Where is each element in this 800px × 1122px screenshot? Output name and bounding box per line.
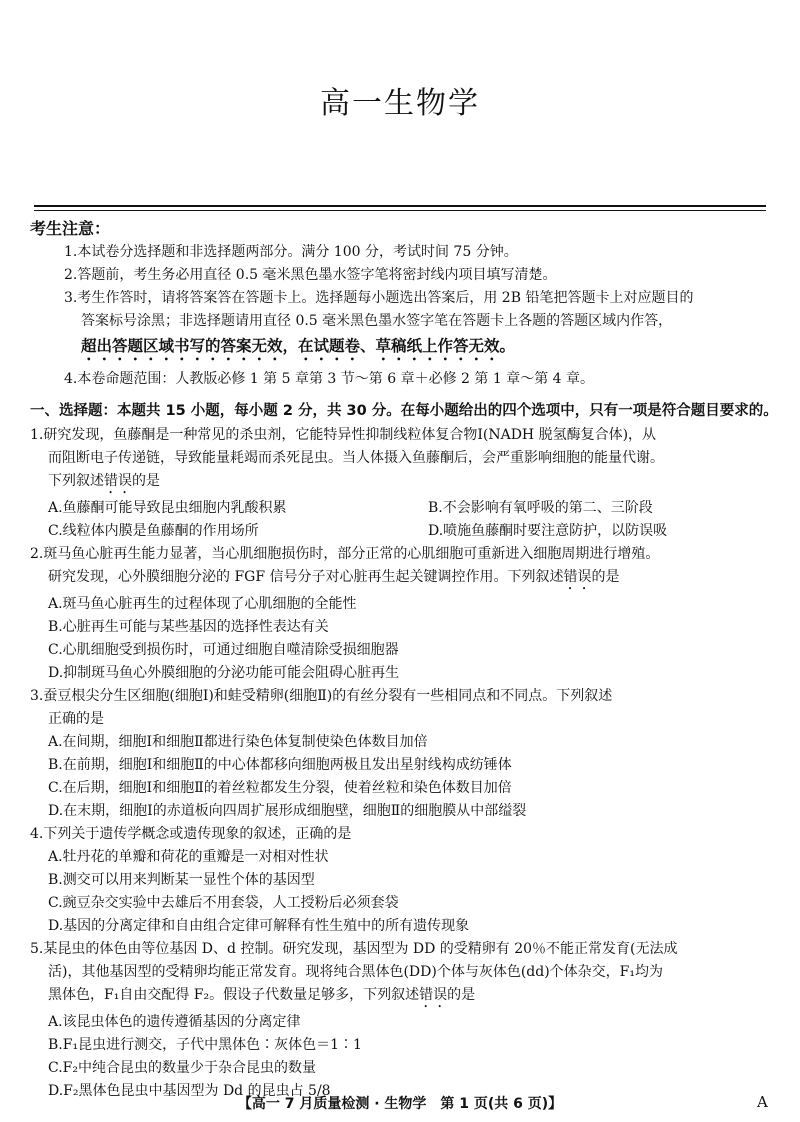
question-2	[30, 543, 775, 685]
question-3	[30, 685, 775, 823]
notice-item: 4.本卷命题范围：人教版必修 1 第 5 章第 3 节～第 6 章＋必修 2 第 1 章～第 4 章。	[64, 371, 595, 387]
question-4	[30, 823, 775, 938]
stem-text: 黑体色，F₁自由交配得 F₂。假设子代数量足够多，下列叙述	[48, 987, 420, 1003]
option-b: B.F₁昆虫进行测交，子代中黑体色∶灰体色＝1∶1	[48, 1037, 362, 1053]
option-d: D.抑制斑马鱼心外膜细胞的分泌功能可能会阻碍心脏再生	[48, 665, 400, 681]
paper-type-label: A	[757, 1093, 768, 1111]
option-c: C.F₂中纯合昆虫的数量少于杂合昆虫的数量	[48, 1060, 316, 1076]
option-b: B.不会影响有氧呼吸的第二、三阶段	[428, 500, 653, 516]
notice-item: 3.考生作答时，请将答案答在答题卡上。选择题每小题选出答案后，用 2B 铅笔把答题卡上对应题目的	[64, 290, 694, 306]
notice-heading: 考生注意：	[30, 219, 111, 238]
notice-item-continued: 答案标号涂黑；非选择题请用直径 0.5 毫米黑色墨水签字笔在答题卡上各题的答题区域内作答，	[81, 313, 673, 329]
notice-item-emphasis: 超出答题区域书写的答案无效，在试题卷、草稿纸上作答无效。	[81, 337, 516, 355]
stem-emphasis: 错误	[104, 473, 132, 489]
stem-emphasis: 错误	[563, 569, 592, 585]
question-stem	[30, 566, 775, 593]
question-stem: 正确的是	[48, 711, 104, 727]
notice-item: 2.答题前，考生务必用直径 0.5 毫米黑色墨水签字笔将密封线内项目填写清楚。	[64, 267, 557, 283]
option-b: B.心脏再生可能与某些基因的选择性表达有关	[48, 619, 329, 635]
stem-emphasis: 错误	[419, 987, 448, 1003]
option-c: C.豌豆杂交实验中去雄后不用套袋，人工授粉后必须套袋	[48, 895, 399, 911]
stem-text: 的是	[591, 569, 620, 585]
option-b: B.在前期，细胞Ⅰ和细胞Ⅱ的中心体都移向细胞两极且发出星射线构成纺锤体	[48, 757, 512, 773]
option-a: A.牡丹花的单瓣和荷花的重瓣是一对相对性状	[48, 849, 329, 865]
option-b: B.测交可以用来判断某一显性个体的基因型	[48, 872, 315, 888]
question-5	[30, 938, 775, 1103]
option-row	[30, 497, 775, 520]
stem-text: 的是	[132, 473, 160, 489]
stem-text: 研究发现，心外膜细胞分泌的 FGF 信号分子对心脏再生起关键调控作用。下列叙述	[48, 569, 564, 585]
question-stem: 而阻断电子传递链，导致能量耗竭而杀死昆虫。当人体摄入鱼藤酮后，会严重影响细胞的能量代谢。	[48, 450, 664, 466]
question-stem: 活)，其他基因型的受精卵均能正常发育。现将纯合黑体色(DD)个体与灰体色(dd)个体杂交，F₁均为	[48, 964, 664, 980]
footer-text: 【高一 7 月质量检测 · 生物学 第 1 页(共 6 页)】	[237, 1096, 563, 1112]
question-stem: 2.斑马鱼心脏再生能力显著，当心肌细胞损伤时，部分正常的心肌细胞可重新进入细胞周期进行增殖。	[30, 546, 660, 562]
option-row	[30, 520, 775, 543]
question-stem: 3.蚕豆根尖分生区细胞(细胞Ⅰ)和蛙受精卵(细胞Ⅱ)的有丝分裂有一些相同点和不同点。下列叙述	[30, 688, 613, 704]
option-a: A.斑马鱼心脏再生的过程体现了心肌细胞的全能性	[48, 596, 357, 612]
page-footer	[0, 1093, 800, 1113]
divider-thick	[34, 205, 766, 207]
notice-item: 1.本试卷分选择题和非选择题两部分。满分 100 分，考试时间 75 分钟。	[64, 244, 518, 260]
option-a: A.该昆虫体色的遗传遵循基因的分离定律	[48, 1014, 301, 1030]
page-title: 高一生物学	[320, 86, 480, 121]
option-a: A.鱼藤酮可能导致昆虫细胞内乳酸积累	[48, 500, 287, 516]
question-stem	[30, 470, 775, 497]
question-stem	[30, 984, 775, 1011]
option-c: C.在后期，细胞Ⅰ和细胞Ⅱ的着丝粒都发生分裂，使着丝粒和染色体数目加倍	[48, 780, 512, 796]
option-d: D.基因的分离定律和自由组合定律可解释有性生殖中的所有遗传现象	[48, 918, 470, 934]
question-stem: 1.研究发现，鱼藤酮是一种常见的杀虫剂，它能特异性抑制线粒体复合物Ⅰ(NADH 脱氢酶复合体)，从	[30, 427, 657, 443]
question-stem: 5.某昆虫的体色由等位基因 D、d 控制。研究发现，基因型为 DD 的受精卵有 20％不能正常发育(无法成	[30, 941, 678, 957]
section-heading: 一、选择题：本题共 15 小题，每小题 2 分，共 30 分。在每小题给出的四个选项中，只有一项是符合题目要求的。	[30, 403, 778, 419]
notice-list	[64, 241, 774, 391]
question-stem: 4.下列关于遗传学概念或遗传现象的叙述，正确的是	[30, 826, 352, 842]
question-1	[30, 424, 775, 543]
option-c: C.线粒体内膜是鱼藤酮的作用场所	[48, 523, 259, 539]
question-list	[30, 424, 775, 1103]
stem-text: 的是	[447, 987, 476, 1003]
divider-thin	[34, 210, 766, 211]
option-d: D.F₂黑体色昆虫中基因型为 Dd 的昆虫占 5/8	[48, 1083, 331, 1099]
option-c: C.心肌细胞受到损伤时，可通过细胞自噬清除受损细胞器	[48, 642, 399, 658]
stem-text: 下列叙述	[48, 473, 104, 489]
option-a: A.在间期，细胞Ⅰ和细胞Ⅱ都进行染色体复制使染色体数目加倍	[48, 734, 428, 750]
option-d: D.在末期，细胞Ⅰ的赤道板向四周扩展形成细胞壁，细胞Ⅱ的细胞膜从中部缢裂	[48, 803, 527, 819]
option-d: D.喷施鱼藤酮时要注意防护，以防误吸	[428, 523, 668, 539]
